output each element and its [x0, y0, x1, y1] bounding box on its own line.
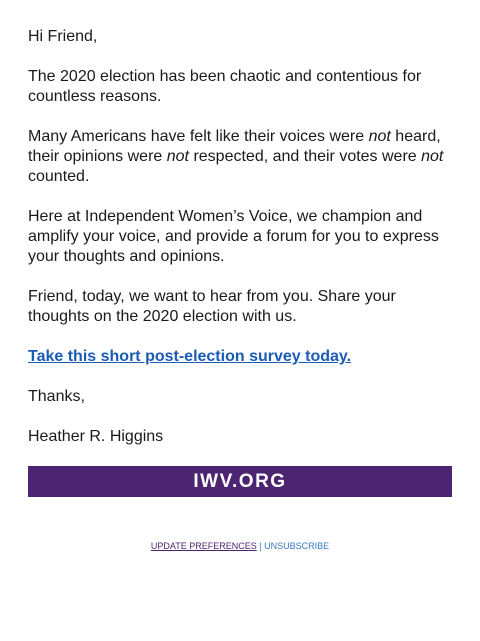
text-segment: counted.: [28, 168, 90, 185]
text-segment: heard, their opinions were: [28, 128, 441, 165]
email-footer: [0, 541, 480, 551]
paragraph-voices: [28, 127, 452, 187]
signature: Heather R. Higgins: [28, 428, 164, 445]
cta-paragraph: [28, 347, 452, 367]
iwv-banner[interactable]: [28, 466, 452, 497]
text-segment: Many Americans have felt like their voices were: [28, 128, 369, 145]
footer-separator: |: [259, 541, 262, 551]
paragraph-intro: The 2020 election has been chaotic and contentious for countless reasons.: [28, 68, 422, 105]
emphasis-not: not: [166, 148, 189, 165]
email-content: [28, 27, 452, 467]
paragraph-mission: Here at Independent Women’s Voice, we champion and amplify your voice, and provide a forum for you to express your thoughts and opinions.: [28, 208, 439, 265]
greeting: Hi Friend,: [28, 28, 98, 45]
paragraph-request: Friend, today, we want to hear from you. Share your thoughts on the 2020 election with us.: [28, 288, 396, 325]
iwv-logo-text: IWV.ORG: [193, 470, 287, 492]
survey-link[interactable]: Take this short post-election survey today.: [28, 348, 352, 365]
unsubscribe-link[interactable]: UNSUBSCRIBE: [264, 541, 330, 551]
emphasis-not: not: [368, 128, 391, 145]
text-segment: respected, and their votes were: [189, 148, 422, 165]
emphasis-not: not: [421, 148, 444, 165]
update-preferences-link[interactable]: UPDATE PREFERENCES: [150, 541, 257, 551]
signoff: Thanks,: [28, 388, 85, 405]
